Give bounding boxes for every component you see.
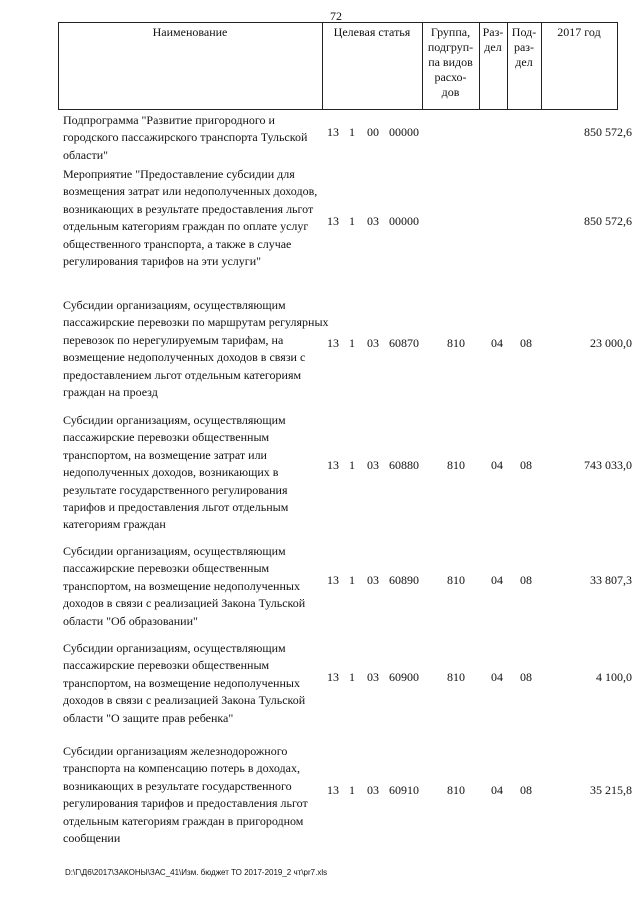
cs-subprogram: 1 bbox=[349, 336, 355, 350]
row-group: 810 bbox=[447, 458, 465, 472]
row-subsection: 08 bbox=[520, 670, 532, 684]
row-name: Субсидии организациям, осуществляющим пассажирские перевозки общественным транспортом, на возмещение недополученных доходов в связи с реализацией Закона Тульской области "Об образовании" bbox=[63, 544, 306, 628]
cs-subprogram: 1 bbox=[349, 783, 355, 797]
cs-program: 13 bbox=[327, 573, 339, 587]
cs-direction: 60870 bbox=[389, 336, 419, 350]
cs-event: 03 bbox=[367, 214, 379, 228]
row-subsection: 08 bbox=[520, 573, 532, 587]
cs-program: 13 bbox=[327, 670, 339, 684]
row-section: 04 bbox=[491, 783, 503, 797]
row-group: 810 bbox=[447, 573, 465, 587]
cs-program: 13 bbox=[327, 336, 339, 350]
row-name: Субсидии организациям, осуществляющим пассажирские перевозки общественным транспортом, на возмещение затрат или недополученных доходов, возникающих в результате государственного регулирования тарифов и предоставления льгот отдельным категориям граждан bbox=[63, 413, 289, 532]
row-subsection: 08 bbox=[520, 458, 532, 472]
cs-subprogram: 1 bbox=[349, 670, 355, 684]
header-year: 2017 год bbox=[557, 25, 601, 39]
cs-direction: 00000 bbox=[389, 125, 419, 139]
row-name: Субсидии организациям железнодорожного транспорта на компенсацию потерь в доходах, возникающих в результате государственного регулирования тарифов и предоставления льгот отдельным категориям граждан в пригородном сообщении bbox=[63, 744, 308, 846]
header-name: Наименование bbox=[152, 25, 228, 39]
row-amount: 33 807,3 bbox=[590, 573, 632, 587]
row-subsection: 08 bbox=[520, 783, 532, 797]
row-amount: 4 100,0 bbox=[596, 670, 632, 684]
cs-direction: 60890 bbox=[389, 573, 419, 587]
header-section: Раз- дел bbox=[482, 25, 504, 54]
row-amount: 35 215,8 bbox=[590, 783, 632, 797]
row-amount: 743 033,0 bbox=[584, 458, 632, 472]
header-group: Группа, подгруп- па видов расхо- дов bbox=[427, 25, 474, 99]
cs-event: 03 bbox=[367, 336, 379, 350]
row-group: 810 bbox=[447, 670, 465, 684]
row-name: Субсидии организациям, осуществляющим пассажирские перевозки общественным транспортом, на возмещение недополученных доходов в связи с реализацией Закона Тульской области "О защите прав ребенка" bbox=[63, 641, 306, 725]
header-target-article: Целевая статья bbox=[333, 25, 411, 39]
header-subsection: Под- раз- дел bbox=[511, 25, 537, 69]
file-path-footer: D:\Г\Д6\2017\ЗАКОНЫ\ЗАС_41\Изм. бюджет ТО 2017-2019_2 чт\pr7.xls bbox=[65, 868, 328, 877]
row-section: 04 bbox=[491, 336, 503, 350]
table-header bbox=[58, 22, 618, 110]
row-section: 04 bbox=[491, 458, 503, 472]
row-amount: 23 000,0 bbox=[590, 336, 632, 350]
cs-program: 13 bbox=[327, 125, 339, 139]
cs-event: 03 bbox=[367, 783, 379, 797]
page-number: 72 bbox=[330, 9, 342, 23]
row-group: 810 bbox=[447, 783, 465, 797]
row-section: 04 bbox=[491, 573, 503, 587]
row-amount: 850 572,6 bbox=[584, 125, 632, 139]
row-name: Мероприятие "Предоставление субсидии для возмещения затрат или недополученных доходов, возникающих в результате предоставления льгот отдельным категориям граждан по оплате услуг общественного транспорта, а также в случае регулирования тарифов на эти услуги" bbox=[63, 167, 318, 269]
row-section: 04 bbox=[491, 670, 503, 684]
cs-subprogram: 1 bbox=[349, 214, 355, 228]
cs-subprogram: 1 bbox=[349, 458, 355, 472]
row-amount: 850 572,6 bbox=[584, 214, 632, 228]
cs-direction: 60880 bbox=[389, 458, 419, 472]
cs-program: 13 bbox=[327, 458, 339, 472]
cs-direction: 00000 bbox=[389, 214, 419, 228]
cs-direction: 60910 bbox=[389, 783, 419, 797]
cs-subprogram: 1 bbox=[349, 573, 355, 587]
row-name: Подпрограмма "Развитие пригородного и городского пассажирского транспорта Тульской области" bbox=[63, 113, 308, 162]
row-subsection: 08 bbox=[520, 336, 532, 350]
row-group: 810 bbox=[447, 336, 465, 350]
cs-direction: 60900 bbox=[389, 670, 419, 684]
cs-program: 13 bbox=[327, 214, 339, 228]
cs-program: 13 bbox=[327, 783, 339, 797]
cs-event: 03 bbox=[367, 458, 379, 472]
cs-event: 03 bbox=[367, 573, 379, 587]
cs-event: 03 bbox=[367, 670, 379, 684]
cs-subprogram: 1 bbox=[349, 125, 355, 139]
column-divider bbox=[617, 23, 618, 109]
cs-event: 00 bbox=[367, 125, 379, 139]
row-name: Субсидии организациям, осуществляющим пассажирские перевозки по маршрутам регулярных перевозок по нерегулируемым тарифам, на возмещение недополученных доходов в связи с предоставлением льгот отдельным категориям граждан на проезд bbox=[63, 298, 329, 400]
